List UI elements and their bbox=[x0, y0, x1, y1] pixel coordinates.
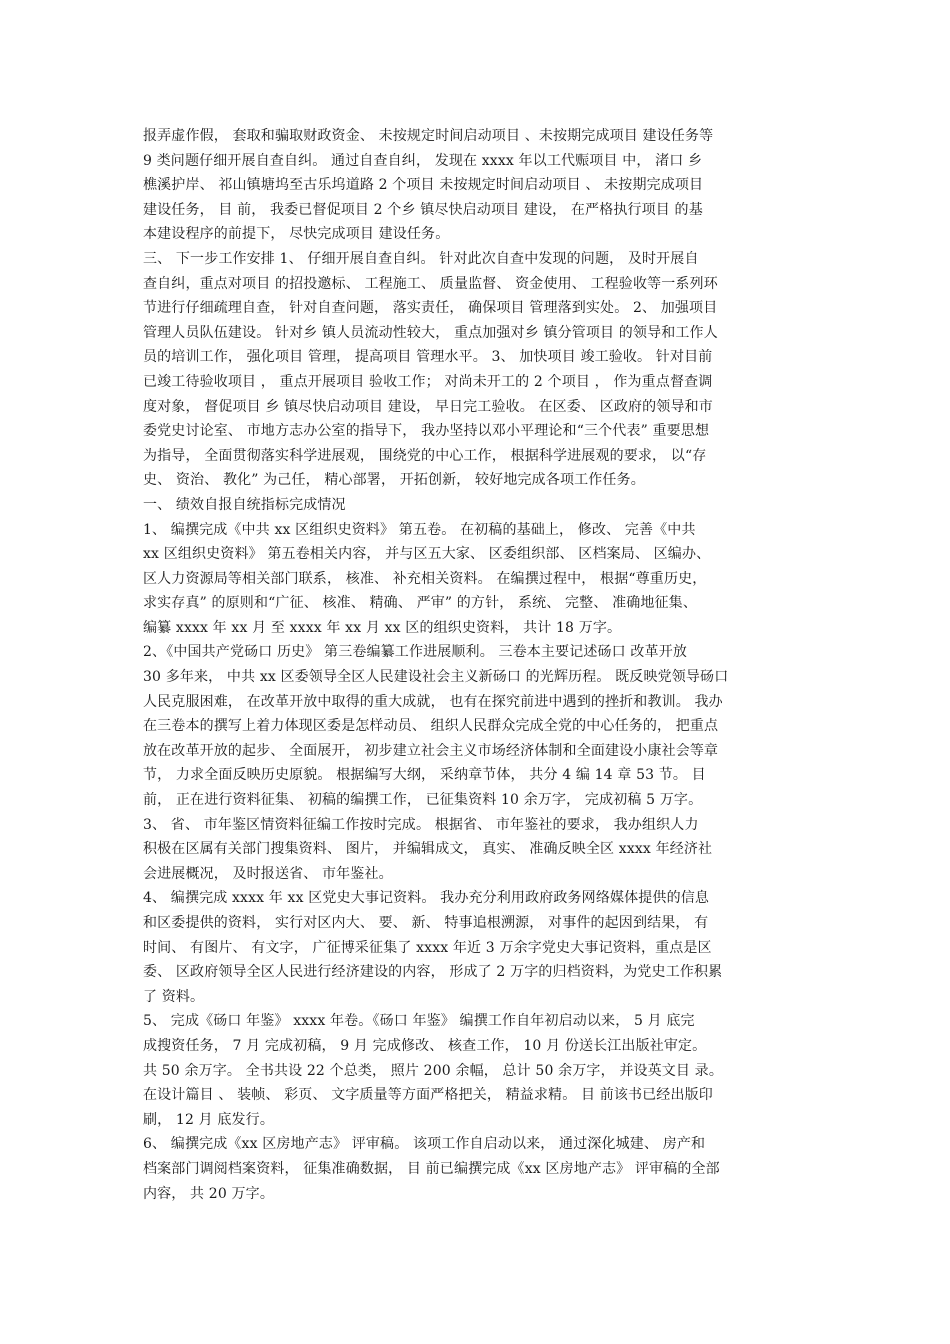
text-line: 管理人员队伍建设。 针对乡 镇人员流动性较大， 重点加强对乡 镇分管项目 的领导和工作人 bbox=[143, 324, 718, 341]
text-line: 在三卷本的撰写上着力体现区委是怎样动员、 组织人民群众完成全党的中心任务的， 把重点 bbox=[143, 718, 719, 735]
text-line: 30 多年来， 中共 xx 区委领导全区人民建设社会主义新砀口 的光辉历程。 既反映党领导砀口 bbox=[143, 669, 729, 686]
paragraph-next-steps bbox=[143, 247, 808, 493]
text-line: 委、 区政府领导全区人民进行经济建设的内容， 形成了 2 万字的归档资料，为党史工作积累 bbox=[143, 964, 723, 981]
text-line: 委党史讨论室、 市地方志办公室的指导下， 我办坚持以邓小平理论和“三个代表” 重要思想 bbox=[143, 423, 710, 440]
text-line: 和区委提供的资料， 实行对区内大、 要、 新、 特事追根溯源， 对事件的起因到结果， 有 bbox=[143, 915, 709, 931]
text-line: 9 类问题仔细开展自查自纠。 通过自查自纠， 发现在 xxxx 年以工代赈项目 中， 渚口 乡 bbox=[143, 152, 703, 169]
text-line: 共 50 余万字。 全书共设 22 个总类， 照片 200 余幅， 总计 50 余万字， 并设英文目 录。 bbox=[143, 1062, 723, 1079]
text-line: 4、 编撰完成 xxxx 年 xx 区党史大事记资料。 我办充分利用政府政务网络媒体提供的信息 bbox=[143, 890, 710, 907]
text-line: 员的培训工作， 强化项目 管理， 提高项目 管理水平。 3、 加快项目 竣工验收。 针对目前 bbox=[143, 349, 713, 366]
text-line: 本建设程序的前提下， 尽快完成项目 建设任务。 bbox=[143, 226, 450, 243]
text-line: 三、 下一步工作安排 1、 仔细开展自查自纠。 针对此次自查中发现的问题， 及时开展自 bbox=[143, 250, 699, 267]
text-line: 前， 正在进行资料征集、 初稿的编撰工作， 已征集资料 10 余万字， 完成初稿 5 万字。 bbox=[143, 792, 703, 809]
text-line: 时间、 有图片、 有文字， 广征博采征集了 xxxx 年近 3 万余字党史大事记资料，重点是区 bbox=[143, 939, 712, 956]
text-line: 樵溪护岸、 祁山镇塘坞至古乐坞道路 2 个项目 未按规定时间启动项目 、 未按期完成项目 bbox=[143, 177, 704, 194]
text-line: 节进行仔细疏理自查， 针对自查问题， 落实责任， 确保项目 管理落到实处。 2、 加强项目 bbox=[143, 300, 718, 317]
paragraph-item-1 bbox=[143, 518, 808, 641]
paragraph-item-6 bbox=[143, 1132, 808, 1206]
text-line: 放在改革开放的起步、 全面展开， 初步建立社会主义市场经济体制和全面建设小康社会等章 bbox=[143, 742, 719, 759]
text-line: 已竣工待验收项目 ， 重点开展项目 验收工作； 对尚未开工的 2 个项目 ， 作为重点督查调 bbox=[143, 373, 713, 390]
text-line: 积极在区属有关部门搜集资料、 图片， 并编辑成文， 真实、 准确反映全区 xxxx 年经济社 bbox=[143, 841, 713, 858]
text-line: 1、 编撰完成《中共 xx 区组织史资料》 第五卷。 在初稿的基础上， 修改、 完善《中共 bbox=[143, 521, 696, 538]
paragraph-item-5 bbox=[143, 1009, 808, 1132]
text-line: 编纂 xxxx 年 xx 月 至 xxxx 年 xx 月 xx 区的组织史资料， 共计 18 万字。 bbox=[143, 619, 622, 636]
paragraph-self-inspection-results bbox=[143, 124, 808, 247]
text-line: 报弄虚作假， 套取和骗取财政资金、 未按规定时间启动项目 、未按期完成项目 建设任务等 bbox=[143, 128, 714, 144]
text-line: 查自纠，重点对项目 的招投邀标、 工程施工、 质量监督、 资金使用、 工程验收等一系列环 bbox=[143, 275, 718, 292]
text-line: 在设计篇目 、 装帧、 彩页、 文字质量等方面严格把关， 精益求精。 目 前该书已经出版印 bbox=[143, 1087, 713, 1104]
text-line: 史、 资治、 教化” 为己任， 精心部署， 开拓创新， 较好地完成各项工作任务。 bbox=[143, 472, 645, 489]
section-heading-performance bbox=[143, 493, 808, 518]
text-line: 3、 省、 市年鉴区情资料征编工作按时完成。 根据省、 市年鉴社的要求， 我办组织人力 bbox=[143, 816, 699, 833]
text-line: 人民克服困难， 在改革开放中取得的重大成就， 也有在探究前进中遇到的挫折和教训。 我办 bbox=[143, 693, 723, 710]
section-heading: 一、 绩效自报自统指标完成情况 bbox=[143, 496, 346, 513]
text-line: 2、《中国共产党砀口 历史》 第三卷编纂工作进展顺利。 三卷本主要记述砀口 改革开放 bbox=[143, 644, 688, 661]
paragraph-item-3 bbox=[143, 813, 808, 887]
text-line: 档案部门调阅档案资料， 征集准确数据， 目 前已编撰完成《xx 区房地产志》 评审稿的全部 bbox=[143, 1160, 720, 1177]
text-line: 建设任务， 目 前， 我委已督促项目 2 个乡 镇尽快启动项目 建设， 在严格执行项目 的基 bbox=[143, 201, 703, 218]
text-line: 5、 完成《砀口 年鉴》 xxxx 年卷。《砀口 年鉴》 编撰工作自年初启动以来， 5 月 底完 bbox=[143, 1013, 695, 1030]
text-line: 了 资料。 bbox=[143, 988, 205, 1005]
text-line: xx 区组织史资料》 第五卷相关内容， 并与区五大家、 区委组织部、 区档案局、 区编办、 bbox=[143, 546, 711, 563]
text-line: 为指导， 全面贯彻落实科学进展观， 围绕党的中心工作， 根据科学进展观的要求， 以“存 bbox=[143, 447, 707, 464]
text-line: 度对象， 督促项目 乡 镇尽快启动项目 建设， 早日完工验收。 在区委、 区政府的领导和市 bbox=[143, 398, 713, 415]
paragraph-item-2 bbox=[143, 640, 808, 812]
text-line: 成搜资任务， 7 月 完成初稿， 9 月 完成修改、 核查工作， 10 月 份送长江出版社审定。 bbox=[143, 1037, 707, 1054]
document-page bbox=[143, 124, 808, 1206]
text-line: 6、 编撰完成《xx 区房地产志》 评审稿。 该项工作自启动以来， 通过深化城建、 房产和 bbox=[143, 1136, 706, 1153]
text-line: 求实存真” 的原则和“广征、 核准、 精确、 严审” 的方针， 系统、 完整、 准确地征集、 bbox=[143, 595, 697, 612]
text-line: 节， 力求全面反映历史原貌。 根据编写大纲， 采纳章节体， 共分 4 编 14 章 53 节。 目 bbox=[143, 767, 706, 784]
text-line: 刷， 12 月 底发行。 bbox=[143, 1111, 274, 1128]
paragraph-item-4 bbox=[143, 886, 808, 1009]
text-line: 内容， 共 20 万字。 bbox=[143, 1185, 274, 1202]
text-line: 会进展概况， 及时报送省、 市年鉴社。 bbox=[143, 865, 393, 882]
text-line: 区人力资源局等相关部门联系， 核准、 补充相关资料。 在编撰过程中， 根据“尊重历史， bbox=[143, 570, 707, 587]
